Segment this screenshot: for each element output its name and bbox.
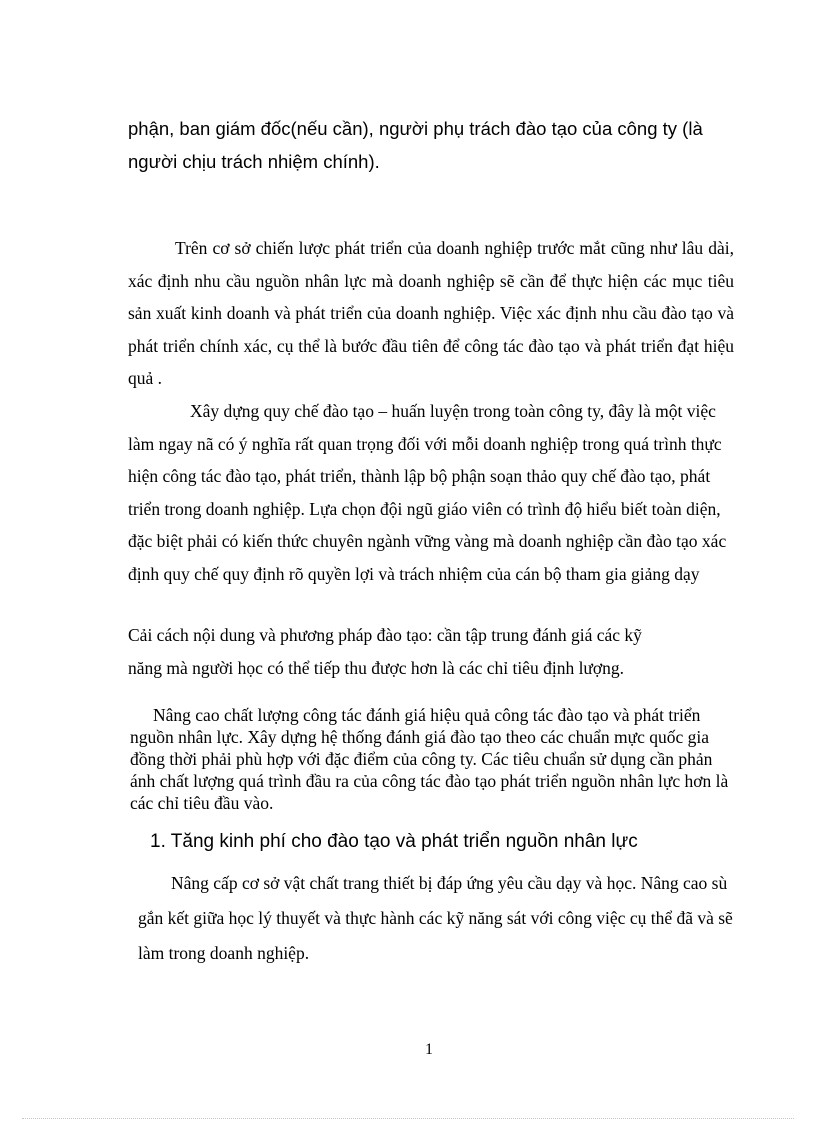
- paragraph-facilities-upgrade: Nâng cấp cơ sở vật chất trang thiết bị đáp ứng yêu cầu dạy và học. Nâng cao sù gắn kết giữa học lý thuyết và thực hành các kỹ năng sát với công việc cụ thể đã và sẽ làm trong doanh nghiệp.: [138, 873, 733, 963]
- paragraph-content-reform-line-2: năng mà người học có thể tiếp thu được hơn là các chỉ tiêu định lượng.: [128, 657, 625, 678]
- paragraph-content-reform: [128, 619, 734, 684]
- page-bottom-divider: [22, 1118, 794, 1119]
- paragraph-training-needs: Trên cơ sở chiến lược phát triển của doanh nghiệp trước mắt cũng như lâu dài, xác định nhu cầu nguồn nhân lực mà doanh nghiệp sẽ cần để thực hiện các mục tiêu sản xuất kinh doanh và phát triển của doanh nghiệp. Việc xác định nhu cầu đào tạo và phát triển chính xác, cụ thể là bước đầu tiên để công tác đào tạo và phát triển đạt hiệu quả .: [128, 238, 734, 388]
- paragraph-evaluation-quality: Nâng cao chất lượng công tác đánh giá hiệu quả công tác đào tạo và phát triển nguồn nhân lực. Xây dựng hệ thống đánh giá đào tạo theo các chuẩn mực quốc gia đồng thời phải phù hợp với đặc điểm của công ty. Các tiêu chuẩn sử dụng cần phản ánh chất lượng quá trình đầu ra của công tác đào tạo phát triển nguồn nhân lực hơn là các chỉ tiêu đầu vào.: [130, 705, 729, 813]
- paragraph-content-reform-line-1: Cải cách nội dung và phương pháp đào tạo: cần tập trung đánh giá các kỹ: [128, 625, 642, 645]
- page-number: 1: [425, 1041, 433, 1058]
- paragraph-training-regulations: Xây dựng quy chế đào tạo – huấn luyện trong toàn công ty, đây là một việc làm ngay nã có ý nghĩa rất quan trọng đối với mỗi doanh nghiệp trong quá trình thực hiện công tác đào tạo, phát triển, thành lập bộ phận soạn thảo quy chế đào tạo, phát triển trong doanh nghiệp. Lựa chọn đội ngũ giáo viên có trình độ hiểu biết toàn diện, đặc biệt phải có kiến thức chuyên ngành vững vàng mà doanh nghiệp cần đào tạo xác định quy chế quy định rõ quyền lợi và trách nhiệm của cán bộ tham gia giảng dạy: [128, 401, 727, 584]
- paragraph-responsibility: phận, ban giám đốc(nếu cần), người phụ trách đào tạo của công ty (là người chịu trách nhiệm chính).: [128, 118, 703, 172]
- section-heading: 1. Tăng kinh phí cho đào tạo và phát triển nguồn nhân lực: [150, 831, 638, 852]
